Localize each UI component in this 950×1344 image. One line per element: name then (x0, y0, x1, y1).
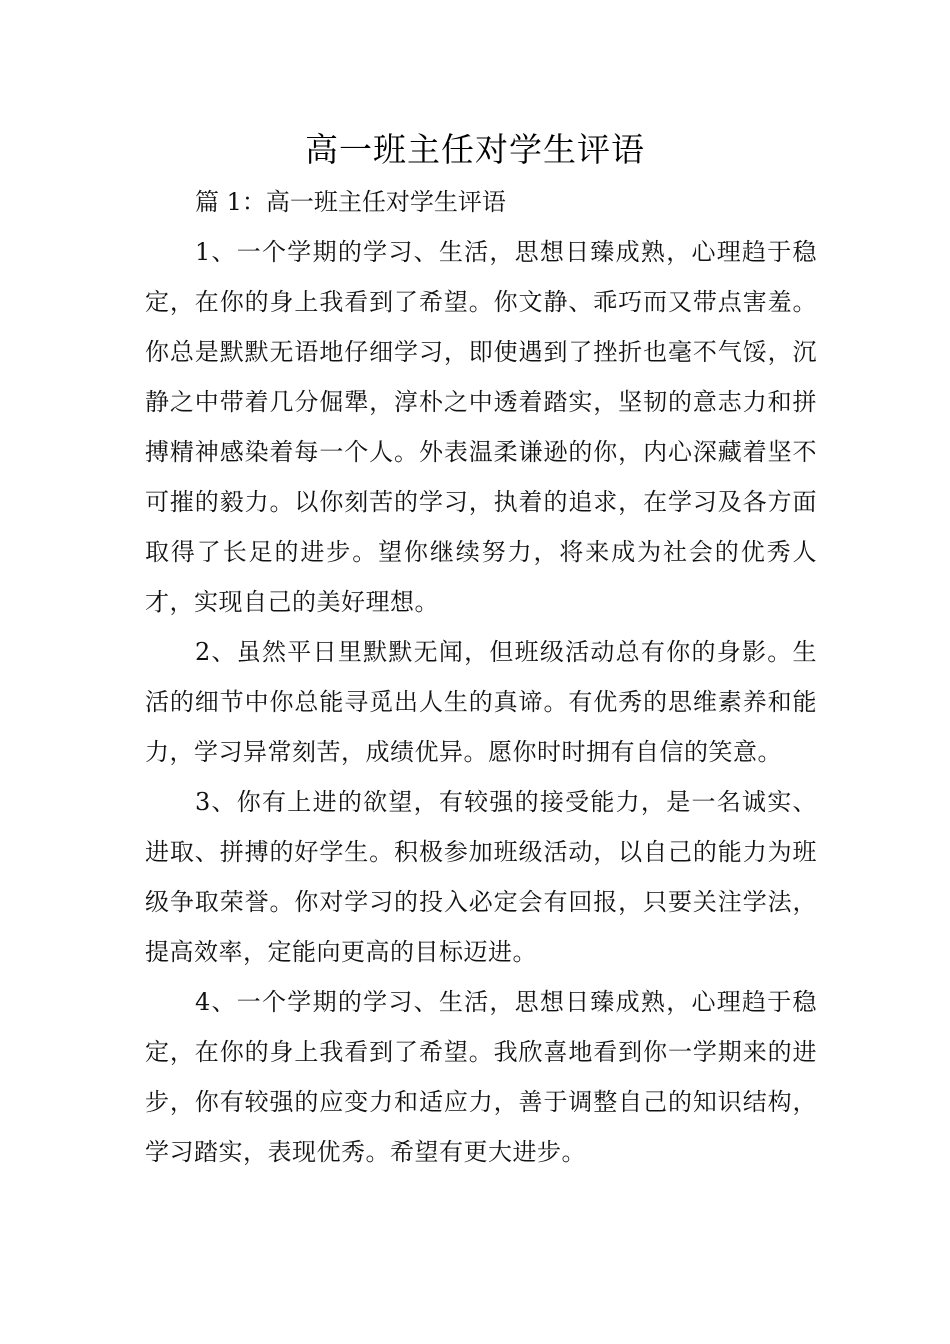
comment-paragraph-3: 3、你有上进的欲望，有较强的接受能力，是一名诚实、进取、拼搏的好学生。积极参加班级活动，以自己的能力为班级争取荣誉。你对学习的投入必定会有回报，只要关注学法，提高效率，定能向更高的目标迈进。 (145, 788, 817, 966)
section-heading: 篇 1：高一班主任对学生评语 (195, 188, 506, 216)
comment-paragraph-1: 1、一个学期的学习、生活，思想日臻成熟，心理趋于稳定，在你的身上我看到了希望。你文静、乖巧而又带点害羞。你总是默默无语地仔细学习，即使遇到了挫折也毫不气馁，沉静之中带着几分倔犟，淳朴之中透着踏实，坚韧的意志力和拼搏精神感染着每一个人。外表温柔谦逊的你，内心深藏着坚不可摧的毅力。以你刻苦的学习，执着的追求，在学习及各方面取得了长足的进步。望你继续努力，将来成为社会的优秀人才，实现自己的美好理想。 (145, 238, 817, 616)
document-title: 高一班主任对学生评语 (305, 130, 645, 169)
comment-paragraph-2: 2、虽然平日里默默无闻，但班级活动总有你的身影。生活的细节中你总能寻觅出人生的真谛。有优秀的思维素养和能力，学习异常刻苦，成绩优异。愿你时时拥有自信的笑意。 (145, 638, 817, 766)
document-body (145, 177, 817, 1177)
comment-paragraph-4: 4、一个学期的学习、生活，思想日臻成熟，心理趋于稳定，在你的身上我看到了希望。我欣喜地看到你一学期来的进步，你有较强的应变力和适应力，善于调整自己的知识结构，学习踏实，表现优秀。希望有更大进步。 (145, 988, 817, 1166)
